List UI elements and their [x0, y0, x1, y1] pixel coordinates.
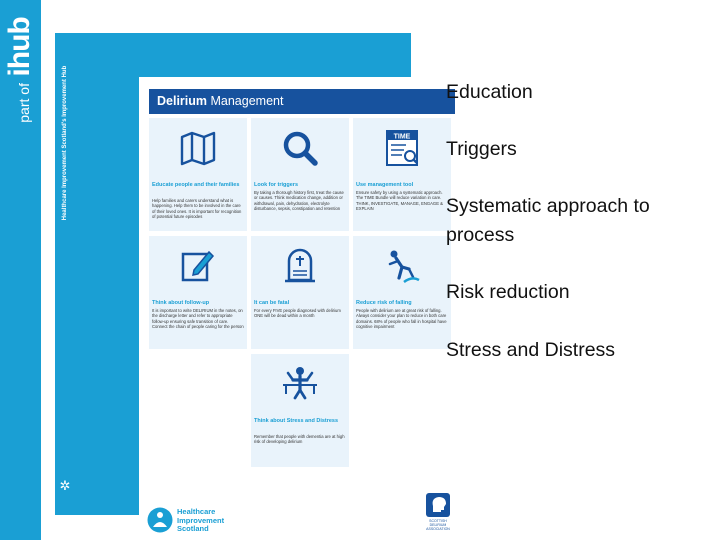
card-body: People with delirium are at great risk of falling. Always consider your plan to reduce in both care domains. 68% of people who fall in hospital have cognitive impairment	[356, 308, 447, 330]
card-management-tool	[353, 118, 451, 231]
card-title: Use management tool	[356, 182, 414, 188]
card-title: Think about Stress and Distress	[254, 418, 339, 424]
sda-logo-line: SCOTTISH	[429, 519, 447, 523]
delirium-poster	[55, 33, 450, 533]
poster-vertical-text: Healthcare Improvement Scotland's Improvement Hub	[62, 65, 68, 221]
card-fatal	[251, 236, 349, 349]
scottish-delirium-association-logo	[421, 493, 455, 533]
poster-title-bold: Delirium	[157, 94, 208, 108]
card-triggers	[251, 118, 349, 231]
card-body: It is important to write DELIRIUM in the notes, on the discharge letter and refer to appropriate follow-up ensuring safe transition of care. Connect the chain of people caring for the person	[152, 308, 244, 330]
distressed-person-icon	[280, 364, 320, 404]
card-falling	[353, 236, 451, 349]
card-body: Remember that people with dementia are at high risk of developing delirium	[254, 434, 345, 445]
ihub-sidebar	[0, 0, 41, 540]
poster-panel	[139, 77, 452, 539]
his-logo-line: Healthcare	[177, 507, 216, 516]
topic-item: Triggers	[446, 138, 517, 160]
ihub-brand-text: ihub	[3, 17, 36, 77]
part-of-text: part of	[16, 83, 32, 123]
falling-person-icon	[382, 246, 422, 286]
card-title: Educate people and their families	[152, 182, 240, 188]
poster-title-rest: Management	[207, 94, 284, 108]
card-title: Look for triggers	[254, 182, 299, 188]
ihub-logo	[3, 17, 37, 122]
topic-item: Education	[446, 81, 533, 103]
topic-item: Stress and Distress	[446, 339, 616, 361]
map-icon	[178, 128, 218, 168]
his-logo-icon	[147, 507, 173, 533]
card-body: By taking a thorough history first, treat the cause or causes. Think medication change, addition or withdrawal, pain, dehydration, electrolyte disturbance, sepsis, constipation and retention	[254, 190, 344, 212]
healthcare-improvement-scotland-logo	[147, 507, 257, 535]
card-title: It can be fatal	[254, 300, 290, 306]
poster-title	[149, 89, 455, 114]
time-tool-icon	[382, 128, 422, 168]
card-title: Think about follow-up	[152, 300, 210, 306]
card-educate	[149, 118, 247, 231]
card-title: Reduce risk of falling	[356, 300, 412, 306]
snowflake-icon: ✲	[59, 478, 71, 493]
card-body: For every FIVE people diagnosed with delirium ONE will be dead within a month	[254, 308, 341, 319]
card-body: Help families and carers understand what is happening. Help them to be involved in the care of their loved ones. It is important for recognition of potential future episodes	[152, 198, 242, 220]
card-follow-up	[149, 236, 247, 349]
sda-logo-line: DELIRIUM	[429, 523, 447, 527]
pencil-note-icon	[178, 246, 218, 286]
his-logo-line: Scotland	[177, 524, 209, 533]
sda-logo-line: ASSOCIATION	[426, 527, 450, 531]
topic-item: Systematic approach to process	[446, 195, 650, 246]
card-stress	[251, 354, 349, 467]
topic-item: Risk reduction	[446, 281, 570, 303]
time-label: TIME	[393, 133, 411, 141]
his-logo-text	[177, 508, 224, 534]
his-logo-line: Improvement	[177, 515, 225, 525]
sda-logo-text	[421, 519, 455, 531]
card-body: Ensure safety by using a systematic approach. The TIME Bundle will reduce variation in care. THINK, INVESTIGATE, MANAGE, ENGAGE & EXPLAIN	[356, 190, 443, 212]
magnifier-icon	[280, 128, 320, 168]
head-profile-icon	[426, 493, 450, 517]
gravestone-icon	[280, 246, 320, 286]
